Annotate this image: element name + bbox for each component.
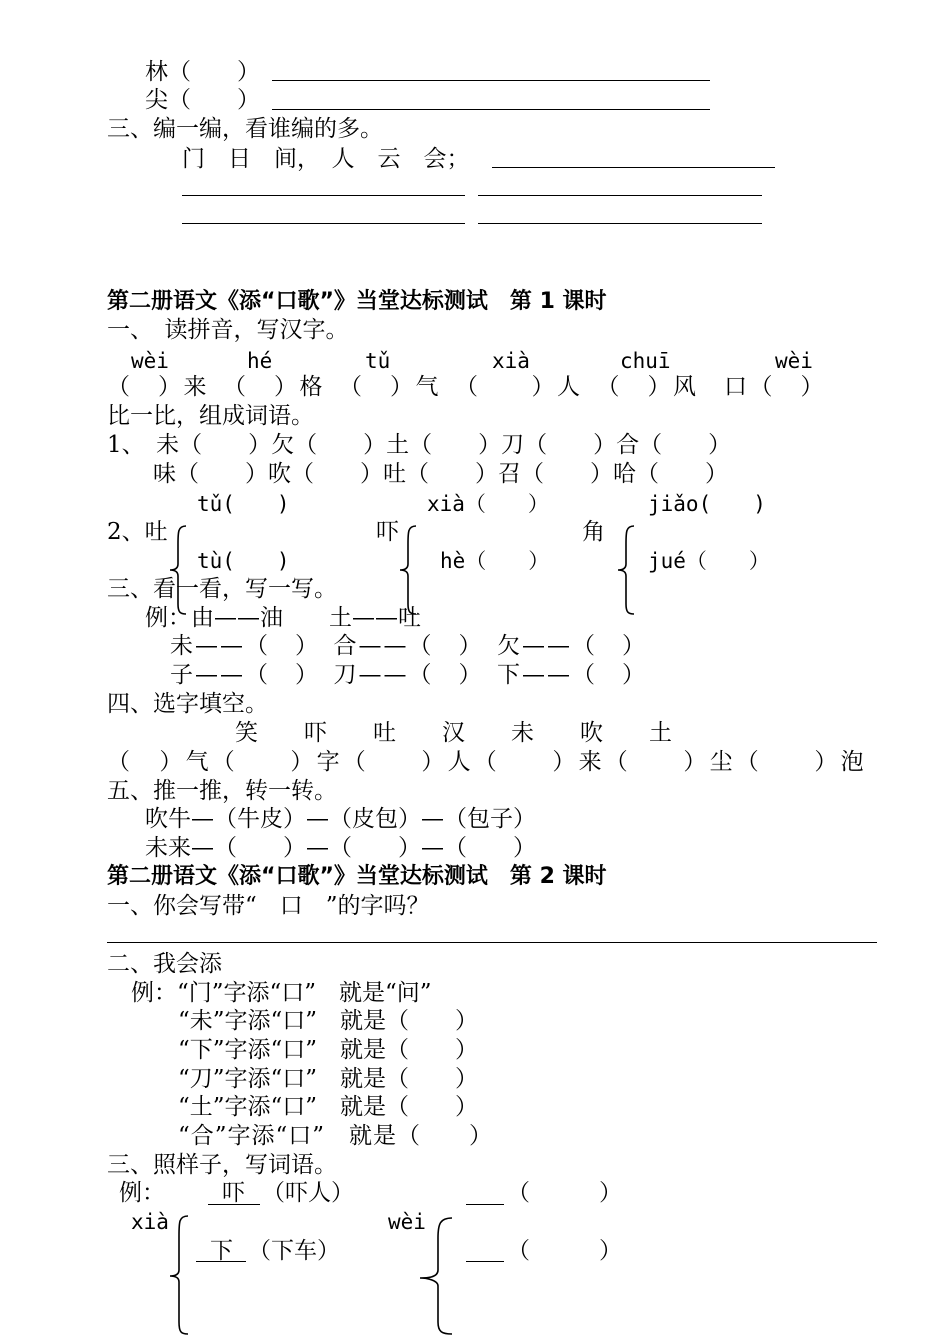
pinyin-3: tǔ <box>365 349 391 373</box>
top-q3-line-2[interactable] <box>182 195 465 196</box>
poly-xia-top: xià（ ） <box>427 492 549 516</box>
jian-item: 尖（ ） <box>145 87 260 113</box>
right-bottom-blank-line[interactable] <box>466 1261 504 1262</box>
lesson2-q3-example-label: 例： <box>119 1180 165 1206</box>
poly-jue-bottom: jué（ ） <box>648 549 770 573</box>
lesson1-q3-row-2: 子——（ ） 刀——（ ） 下——（ ） <box>170 662 647 688</box>
poly-tu-top: tǔ( ) <box>197 492 290 516</box>
right-top-blank-line[interactable] <box>466 1204 504 1205</box>
lesson1-q5-row-2: 未来—（ ）—（ ）—（ ） <box>145 835 536 861</box>
lesson2-q2-row-3: “刀”字添“口” 就是（ ） <box>178 1066 479 1092</box>
lesson2-q3-left-char: 下 <box>210 1238 233 1264</box>
pinyin-1: wèi <box>131 349 169 373</box>
poly-jiao-top: jiǎo( ) <box>648 492 766 516</box>
lesson2-q2-example: 例：“门”字添“口” 就是“问” <box>131 980 432 1006</box>
lin-item: 林（ ） <box>145 59 260 85</box>
lesson2-q3-blank-right: （ ） <box>507 1180 622 1206</box>
top-q3-title: 三、编一编，看谁编的多。 <box>107 116 383 142</box>
pinyin-4: xià <box>492 349 530 373</box>
lesson2-q2-row-1: “未”字添“口” 就是（ ） <box>178 1008 479 1034</box>
pinyin-6: wèi <box>775 349 813 373</box>
lesson2-q3-title: 三、照样子，写词语。 <box>107 1152 337 1178</box>
left-char-underline <box>196 1261 246 1262</box>
lesson1-q2-title: 比一比，组成词语。 <box>107 403 314 429</box>
lesson2-q2-title: 二、我会添 <box>107 951 222 977</box>
lesson2-q1-title: 一、你会写带“ 口 ”的字吗？ <box>107 893 430 919</box>
lesson1-q4-chars: 笑 吓 吐 汉 未 吹 土 <box>235 720 672 746</box>
lesson1-q5-title: 五、推一推，转一转。 <box>107 778 337 804</box>
top-q3-line-4[interactable] <box>182 223 465 224</box>
brace-xia <box>398 524 418 616</box>
lesson2-q2-row-4: “土”字添“口” 就是（ ） <box>178 1094 479 1120</box>
compare-row-1: 1、 未（ ）欠（ ）土（ ）刀（ ）合（ ） <box>107 432 732 458</box>
lesson2-q3-example-char: 吓 <box>222 1180 245 1206</box>
lesson2-q3-left-word: （下车） <box>248 1238 340 1264</box>
poly-tu-bottom: tù( ) <box>197 549 290 573</box>
lesson1-q3-title: 三、看一看，写一写。 <box>107 576 337 602</box>
brace-jiao <box>616 524 636 616</box>
top-q3-line-3[interactable] <box>478 195 762 196</box>
lesson1-q5-row-1: 吹牛—（牛皮）—（皮包）—（包子） <box>145 806 536 832</box>
poly-label-xia: 吓 <box>376 519 399 545</box>
pinyin-5: chuī <box>620 349 671 373</box>
lesson2-q3-blank-right-2: （ ） <box>507 1238 622 1264</box>
lesson2-q2-row-5: “合”字添“口” 就是（ ） <box>178 1123 494 1149</box>
lesson2-q3-pinyin-right: wèi <box>388 1210 426 1234</box>
compare-row-2: 味（ ）吹（ ）吐（ ）召（ ）哈（ ） <box>107 461 728 487</box>
poly-label-tu: 2、吐 <box>107 519 168 545</box>
example-char-underline <box>208 1204 260 1205</box>
lesson2-q1-answer-line[interactable] <box>107 942 877 943</box>
jian-answer-line[interactable] <box>272 109 710 110</box>
lesson2-q3-pinyin-left: xià <box>131 1210 169 1234</box>
top-q3-line-5[interactable] <box>478 223 762 224</box>
lesson2-title: 第二册语文《添“口歌”》当堂达标测试 第 2 课时 <box>107 864 607 889</box>
top-q3-line-1[interactable] <box>492 167 775 168</box>
lesson2-q2-row-2: “下”字添“口” 就是（ ） <box>178 1037 479 1063</box>
lesson1-q3-example: 例：由——油 土——吐 <box>145 605 421 631</box>
lesson1-q1-row: （ ）来 （ ）格 （ ）气 （ ）人 （ ）风 口（ ） <box>107 374 826 400</box>
lesson1-q4-title: 四、选字填空。 <box>107 691 268 717</box>
top-q3-chars: 门 日 间， 人 云 会； <box>182 146 470 172</box>
lin-answer-line[interactable] <box>272 80 710 81</box>
lesson1-title: 第二册语文《添“口歌”》当堂达标测试 第 1 课时 <box>107 289 607 314</box>
poly-label-jiao: 角 <box>582 519 605 545</box>
poly-he-bottom: hè（ ） <box>440 549 550 573</box>
lesson1-q1-title: 一、 读拼音，写汉字。 <box>107 317 349 343</box>
brace-wei-bottom <box>418 1214 454 1336</box>
lesson1-q3-row-1: 未——（ ） 合——（ ） 欠——（ ） <box>170 633 647 659</box>
lesson2-q3-example-word: （吓人） <box>262 1180 354 1206</box>
lesson1-q4-row: （ ）气（ ）字（ ）人（ ）来（ ）尘（ ）泡 <box>107 749 867 775</box>
pinyin-2: hé <box>247 349 273 373</box>
brace-xia-bottom <box>168 1214 190 1336</box>
